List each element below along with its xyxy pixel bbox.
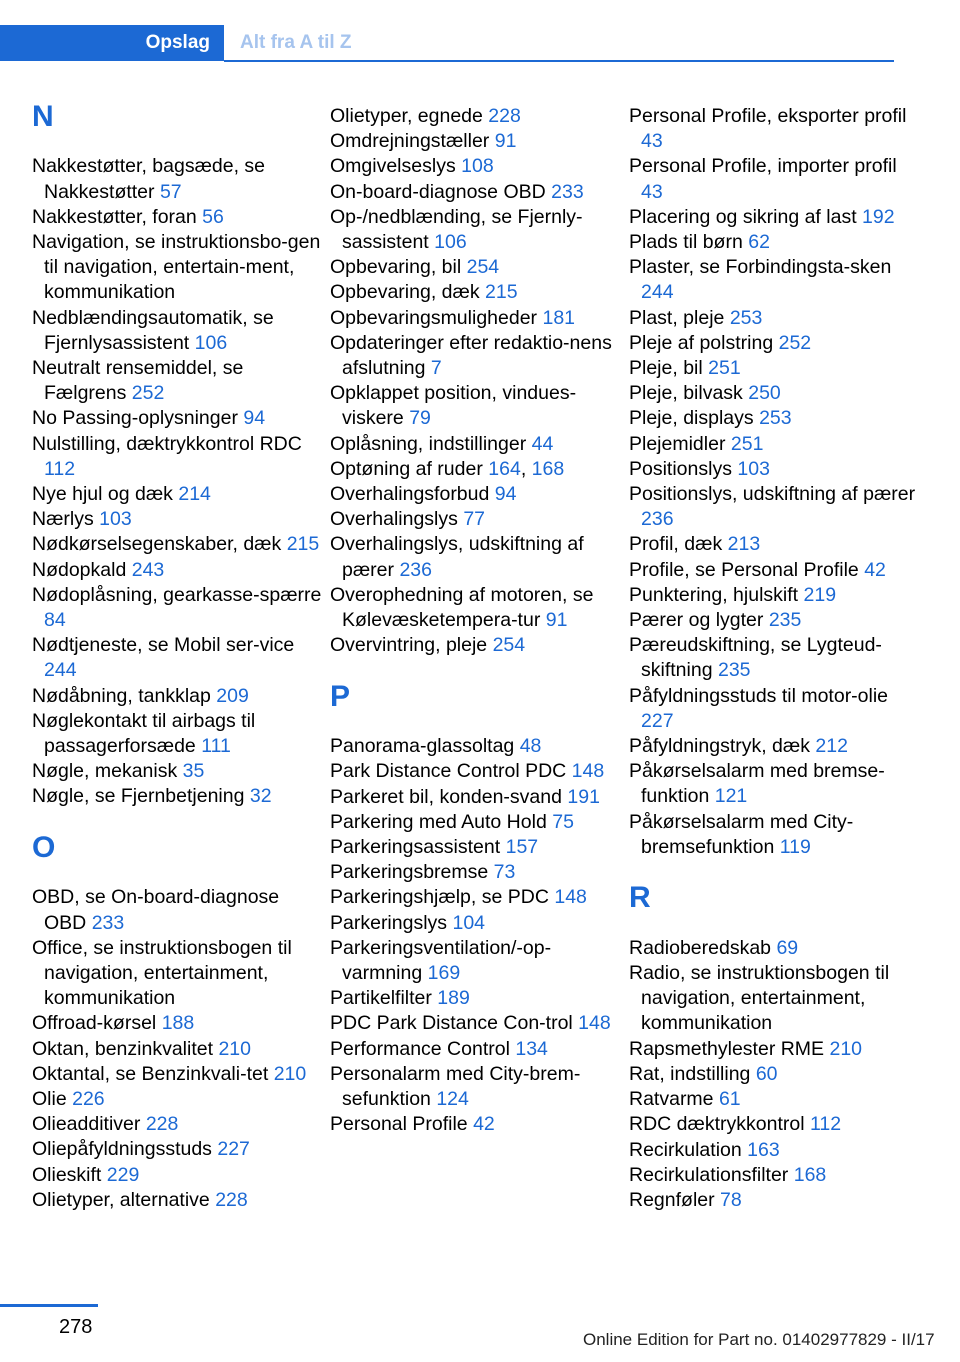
page-link[interactable]: 244: [44, 659, 77, 682]
index-entry-text: Recirkulation: [629, 1138, 742, 1161]
index-entry-text: Parkeringsbremse: [330, 861, 489, 884]
index-entry-text: Pæreudskiftning, se Lygteud-skiftning: [629, 634, 882, 682]
page-link[interactable]: 94: [494, 483, 517, 506]
index-entry-text: Positionslys, udskiftning af pærer: [629, 483, 916, 506]
index-entry: [629, 406, 919, 431]
index-entry: [629, 1062, 919, 1087]
page-link[interactable]: 191: [567, 785, 600, 808]
page-link[interactable]: 78: [720, 1188, 742, 1211]
index-entry-text: Parkeringshjælp, se PDC: [330, 886, 549, 909]
index-entry: [330, 532, 620, 582]
index-entry-text: Olieadditiver: [32, 1113, 141, 1136]
index-entry-text: Pærer og lygter: [629, 609, 764, 632]
index-entry-text: Punktering, hjulskift: [629, 583, 799, 606]
index-entry: [32, 205, 322, 230]
index-entry-text: Nøglekontakt til airbags til passagerforsæde: [32, 709, 256, 758]
index-entry-text: PDC Park Distance Con-trol: [330, 1012, 573, 1035]
index-entry: [330, 432, 620, 457]
page-link[interactable]: 168: [793, 1163, 827, 1186]
index-entry: [330, 734, 620, 759]
index-entry-text: Påkørselsalarm med bremse-funktion: [629, 760, 885, 808]
page-link[interactable]: 212: [815, 735, 848, 758]
page-link[interactable]: 229: [106, 1163, 140, 1186]
page-link[interactable]: 210: [829, 1037, 863, 1060]
index-entry: [32, 784, 322, 809]
index-entry: [629, 104, 919, 154]
page-link[interactable]: 233: [91, 911, 125, 934]
page-link[interactable]: 164: [488, 457, 521, 480]
index-entry: [32, 482, 322, 507]
page-link[interactable]: 226: [72, 1088, 105, 1111]
index-entry: [32, 583, 322, 633]
page-link[interactable]: 215: [485, 281, 518, 304]
page-link[interactable]: 111: [201, 735, 231, 758]
index-entry: [330, 911, 620, 936]
page-link[interactable]: 43: [641, 180, 663, 203]
page-link[interactable]: 35: [182, 760, 205, 783]
index-entry-text: Olietyper, alternative: [32, 1188, 210, 1211]
index-entry: [32, 1188, 322, 1213]
index-entry-text: Oplåsning, indstillinger: [330, 432, 527, 455]
index-entry-text: Profile, se Personal Profile: [629, 558, 859, 581]
index-entry: [330, 306, 620, 331]
index-entry-text: Rapsmethylester RME: [629, 1037, 825, 1060]
index-entry: [330, 205, 620, 255]
index-entry-text: Overhalingslys: [330, 508, 458, 531]
page-link[interactable]: 148: [578, 1012, 611, 1035]
index-entry: [629, 583, 919, 608]
index-entry-text: Overhalingsforbud: [330, 483, 490, 506]
index-column-2: [330, 104, 620, 1138]
page-link[interactable]: 104: [452, 911, 486, 934]
index-entry-text: Nødkørselsegenskaber, dæk: [32, 533, 282, 556]
page-link[interactable]: 60: [755, 1062, 778, 1085]
index-entry-text: Nøgle, se Fjernbetjening: [32, 785, 245, 808]
page-link[interactable]: 227: [217, 1138, 250, 1161]
index-entry: [629, 230, 919, 255]
index-entry-text: Overophedning af motoren, se Kølevæsketempera-tur: [330, 583, 594, 632]
section-letter: N: [32, 100, 54, 133]
index-entry: [330, 331, 620, 381]
index-entry-text: Nødoplåsning, gearkasse-spærre: [32, 583, 322, 606]
page-link[interactable]: 32: [249, 785, 272, 808]
index-entry-text: Oktan, benzinkvalitet: [32, 1037, 214, 1060]
index-entry: [32, 432, 322, 482]
page-link[interactable]: 42: [864, 558, 886, 581]
index-entry: [330, 1062, 620, 1112]
page-link[interactable]: 103: [737, 457, 770, 480]
page-link[interactable]: 210: [273, 1062, 307, 1085]
page-link[interactable]: 112: [44, 457, 76, 480]
index-entry-text: Overvintring, pleje: [330, 634, 488, 657]
index-entry: [330, 280, 620, 305]
index-entry-text: Opbevaring, bil: [330, 256, 462, 279]
page-link[interactable]: 44: [531, 432, 554, 455]
index-entry-text: Nødtjeneste, se Mobil ser-vice: [32, 634, 295, 657]
index-entry: [32, 507, 322, 532]
index-entry: [330, 104, 620, 129]
page-link[interactable]: 251: [730, 432, 764, 455]
page-link[interactable]: 213: [727, 533, 761, 556]
index-entry-text: Neutralt rensemiddel, se Fælgrens: [32, 357, 244, 405]
index-entry: [629, 936, 919, 961]
page-link[interactable]: 227: [641, 709, 674, 732]
index-entry-text: Overhalingslys, udskiftning af pærer: [330, 533, 584, 581]
page-link[interactable]: 42: [473, 1113, 495, 1136]
page-link[interactable]: 124: [436, 1088, 469, 1111]
page-link[interactable]: 106: [434, 231, 467, 254]
index-entry-text: Omdrejningstæller: [330, 130, 490, 153]
page-link[interactable]: 254: [466, 256, 500, 279]
page-link[interactable]: 168: [531, 457, 565, 480]
index-entry: [330, 885, 620, 910]
index-entry-text: Oliepåfyldningsstuds: [32, 1138, 212, 1161]
index-entry-text: Opdateringer efter redaktio-nens afslutning: [330, 331, 612, 380]
page-link[interactable]: 91: [494, 130, 517, 153]
index-entry-text: Placering og sikring af last: [629, 205, 857, 228]
page-link[interactable]: 236: [399, 558, 432, 581]
index-entry-text: Pleje, bilvask: [629, 382, 743, 405]
index-entry-text: Parkeringsventilation/-op-varmning: [330, 936, 552, 985]
index-entry: [32, 532, 322, 557]
index-entry: [629, 154, 919, 204]
index-entry: [330, 1112, 620, 1137]
index-entry-text: Nøgle, mekanisk: [32, 760, 178, 783]
section-letter: P: [330, 679, 351, 713]
index-entry-text: Partikelfilter: [330, 987, 432, 1010]
index-entry: [330, 785, 620, 810]
page-link[interactable]: 57: [159, 180, 182, 203]
index-entry-text: Nedblændingsautomatik, se Fjernlysassistent: [32, 306, 274, 354]
index-entry: [330, 860, 620, 885]
index-entry-text: Radioberedskab: [629, 936, 772, 959]
index-entry: [330, 381, 620, 431]
index-entry-text: Positionslys: [629, 457, 732, 480]
index-entry: [32, 633, 322, 683]
index-entry-text: Plast, pleje: [629, 306, 725, 329]
index-entry-text: Omgivelseslys: [330, 155, 456, 178]
index-entry: [629, 356, 919, 381]
page-link[interactable]: 121: [714, 785, 748, 808]
header-divider: [224, 60, 894, 62]
index-column-1: [32, 100, 322, 1213]
index-entry: [330, 507, 620, 532]
page-link[interactable]: 236: [641, 508, 674, 531]
index-entry: [629, 1138, 919, 1163]
index-entry: [32, 684, 322, 709]
index-entry-text: Olietyper, egnede: [330, 105, 483, 127]
index-entry-text: Optøning af ruder: [330, 457, 483, 480]
index-entry: [629, 1188, 919, 1213]
index-entry-text: Recirkulationsfilter: [629, 1163, 789, 1186]
page-link[interactable]: 253: [759, 407, 792, 430]
index-entry-text: Opbevaringsmuligheder: [330, 306, 538, 329]
page-link[interactable]: 243: [131, 558, 165, 581]
page-link[interactable]: 188: [161, 1012, 195, 1035]
index-entry-text: Panorama-glassoltag: [330, 735, 515, 758]
page-link[interactable]: 254: [492, 634, 526, 657]
index-entry: [32, 936, 322, 1012]
footer-divider: [0, 1304, 98, 1307]
index-entry: [629, 255, 919, 305]
index-entry: [32, 406, 322, 431]
page-link[interactable]: 163: [747, 1138, 780, 1161]
index-entry-text: Personal Profile: [330, 1113, 468, 1136]
index-entry-text: Olie: [32, 1088, 67, 1111]
index-entry: [32, 1163, 322, 1188]
page-link[interactable]: 215: [286, 533, 320, 556]
index-entry-text: OBD, se On-board-diagnose OBD: [32, 886, 280, 934]
index-entry: [629, 633, 919, 683]
index-entry-text: Parkeringsassistent: [330, 836, 501, 859]
index-entry: [629, 457, 919, 482]
tab-opslag[interactable]: Opslag: [0, 25, 224, 61]
page-link[interactable]: 148: [571, 760, 605, 783]
index-entry: [629, 684, 919, 734]
index-entry: [330, 1037, 620, 1062]
index-entry: [629, 961, 919, 1037]
index-entry: [629, 482, 919, 532]
index-entry-text: Rat, indstilling: [629, 1062, 751, 1085]
page-link[interactable]: 148: [554, 886, 587, 909]
index-entry: [629, 1163, 919, 1188]
page-link[interactable]: 134: [515, 1037, 548, 1060]
index-entry: [330, 457, 620, 482]
index-entry-text: Nakkestøtter, bagsæde, se Nakkestøtter: [32, 155, 266, 203]
index-entry: [629, 205, 919, 230]
page-number: 278: [59, 1316, 93, 1338]
page-link[interactable]: 228: [145, 1113, 179, 1136]
page-link[interactable]: 235: [717, 659, 751, 682]
page-link[interactable]: 56: [202, 205, 224, 228]
page-link[interactable]: 214: [178, 483, 211, 506]
index-entry: [330, 255, 620, 280]
index-entry: [629, 558, 919, 583]
index-entry: [629, 810, 919, 860]
index-entry-text: On-board-diagnose OBD: [330, 180, 546, 203]
page-link[interactable]: 250: [748, 382, 781, 405]
page-link[interactable]: 73: [493, 861, 516, 884]
index-entry: [629, 759, 919, 809]
index-entry-text: Olieskift: [32, 1163, 102, 1186]
index-entry-text: Ratvarme: [629, 1088, 714, 1111]
page-link[interactable]: 219: [803, 583, 837, 606]
page-link[interactable]: 244: [641, 281, 674, 304]
index-entry-text: Nakkestøtter, foran: [32, 205, 197, 228]
index-entry: [629, 381, 919, 406]
page-link[interactable]: 253: [729, 306, 763, 329]
index-entry-text: Office, se instruktionsbogen til navigation, entertainment, kommunikation: [32, 936, 292, 1010]
index-entry-text: Personal Profile, eksporter profil: [629, 105, 907, 127]
index-entry: [32, 230, 322, 306]
index-entry-text: Nødopkald: [32, 558, 127, 581]
index-entry: [330, 633, 620, 658]
index-entry-text: Offroad-kørsel: [32, 1012, 157, 1035]
index-entry-text: Nødåbning, tankklap: [32, 684, 211, 707]
index-entry: [629, 1087, 919, 1112]
index-entry: [629, 734, 919, 759]
section-letter: R: [629, 881, 651, 915]
index-entry: [32, 1112, 322, 1137]
index-entry: [629, 331, 919, 356]
index-entry-text: Parkering med Auto Hold: [330, 810, 547, 833]
index-entry-text: RDC dæktrykkontrol: [629, 1113, 805, 1136]
page-link[interactable]: 91: [545, 609, 568, 632]
index-entry: [32, 1137, 322, 1162]
index-entry: [32, 558, 322, 583]
index-entry-text: Pleje, bil: [629, 357, 703, 380]
index-entry-text: Profil, dæk: [629, 533, 723, 556]
page-link[interactable]: 77: [463, 508, 486, 531]
index-entry: [330, 482, 620, 507]
page-link[interactable]: 43: [641, 130, 663, 153]
page-link[interactable]: 209: [216, 684, 249, 707]
index-entry: [32, 1011, 322, 1036]
index-entry-text: Performance Control: [330, 1037, 510, 1060]
page-separator: ,: [520, 457, 527, 480]
page-link[interactable]: 210: [218, 1037, 251, 1060]
index-entry: [32, 154, 322, 204]
index-entry-text: Påkørselsalarm med City-bremsefunktion: [629, 810, 854, 858]
index-entry-text: Op-/nedblænding, se Fjernly-sassistent: [330, 205, 583, 254]
tab-alt-fra-a-til-z[interactable]: Alt fra A til Z: [240, 32, 352, 53]
index-entry: [330, 759, 620, 784]
index-entry: [330, 986, 620, 1011]
index-entry: [32, 1037, 322, 1062]
index-entry: [32, 709, 322, 759]
page-link[interactable]: 251: [708, 357, 741, 380]
index-entry: [330, 1011, 620, 1036]
index-column-3: [629, 104, 919, 1213]
index-entry: [32, 885, 322, 935]
page-link[interactable]: 169: [427, 962, 461, 985]
index-entry-text: Navigation, se instruktionsbo-gen til navigation, entertain-ment, kommunikation: [32, 231, 321, 304]
page-link[interactable]: 48: [519, 735, 542, 758]
page-link[interactable]: 235: [768, 609, 802, 632]
index-entry-text: Pleje, displays: [629, 407, 754, 430]
index-entry: [330, 936, 620, 986]
page-link[interactable]: 108: [461, 155, 494, 178]
index-entry-text: Personalarm med City-brem-sefunktion: [330, 1062, 581, 1111]
page-link[interactable]: 119: [779, 835, 811, 858]
index-entry: [629, 306, 919, 331]
index-entry: [629, 432, 919, 457]
page-link[interactable]: 233: [551, 180, 584, 203]
page-link[interactable]: 94: [243, 407, 266, 430]
page-link[interactable]: 7: [430, 357, 442, 380]
index-entry-text: Nærlys: [32, 508, 94, 531]
index-entry: [629, 1112, 919, 1137]
section-letter: O: [32, 831, 56, 865]
page-link[interactable]: 228: [215, 1188, 248, 1211]
page-link[interactable]: 228: [488, 105, 521, 127]
page-link[interactable]: 62: [748, 231, 770, 254]
index-entry-text: Påfyldningstryk, dæk: [629, 735, 810, 758]
index-entry-text: Nye hjul og dæk: [32, 483, 173, 506]
page-link[interactable]: 61: [718, 1088, 741, 1111]
index-entry-text: Parkeringslys: [330, 911, 448, 934]
index-entry-text: Park Distance Control PDC: [330, 760, 567, 783]
index-entry: [330, 835, 620, 860]
page-link[interactable]: 112: [809, 1113, 842, 1136]
page-link[interactable]: 189: [437, 987, 470, 1010]
index-entry-text: Parkeret bil, konden-svand: [330, 785, 562, 808]
index-entry: [32, 356, 322, 406]
index-entry-text: Personal Profile, importer profil: [629, 155, 897, 178]
index-entry-text: Plads til børn: [629, 231, 743, 254]
index-entry: [330, 129, 620, 154]
index-entry: [330, 810, 620, 835]
page-link[interactable]: 157: [505, 836, 539, 859]
page-link[interactable]: 252: [778, 331, 812, 354]
index-entry: [330, 583, 620, 633]
page-link[interactable]: 192: [862, 205, 895, 228]
index-entry: [629, 532, 919, 557]
index-entry-text: Oktantal, se Benzinkvali-tet: [32, 1062, 269, 1085]
index-entry-text: Pleje af polstring: [629, 331, 774, 354]
index-entry-text: Opklappet position, vindues-viskere: [330, 382, 577, 430]
index-entry: [32, 1062, 322, 1087]
index-entry-text: Plejemidler: [629, 432, 726, 455]
page-link[interactable]: 69: [776, 936, 799, 959]
page-link[interactable]: 181: [542, 306, 576, 329]
index-entry: [32, 759, 322, 784]
page-link[interactable]: 75: [552, 810, 574, 833]
page-link[interactable]: 103: [99, 508, 132, 531]
index-entry: [330, 180, 620, 205]
index-entry-text: Plaster, se Forbindingsta-sken: [629, 256, 892, 279]
index-entry-text: Påfyldningsstuds til motor-olie: [629, 684, 889, 707]
index-entry: [629, 1037, 919, 1062]
index-entry: [32, 1087, 322, 1112]
index-entry-text: Radio, se instruktionsbogen til navigation, entertainment, kommunikation: [629, 962, 890, 1035]
page-link[interactable]: 106: [194, 331, 228, 354]
page-link[interactable]: 84: [44, 609, 66, 632]
page-link[interactable]: 252: [131, 382, 165, 405]
index-entry-text: Opbevaring, dæk: [330, 281, 480, 304]
index-entry-text: Regnføler: [629, 1188, 715, 1211]
index-entry: [330, 154, 620, 179]
index-entry: [32, 306, 322, 356]
page-link[interactable]: 79: [409, 407, 431, 430]
index-entry: [629, 608, 919, 633]
edition-note: Online Edition for Part no. 01402977829 - II/17: [583, 1330, 935, 1349]
index-entry-text: Nulstilling, dæktrykkontrol RDC: [32, 432, 302, 455]
page-header: [0, 0, 960, 62]
index-entry-text: No Passing-oplysninger: [32, 407, 238, 430]
